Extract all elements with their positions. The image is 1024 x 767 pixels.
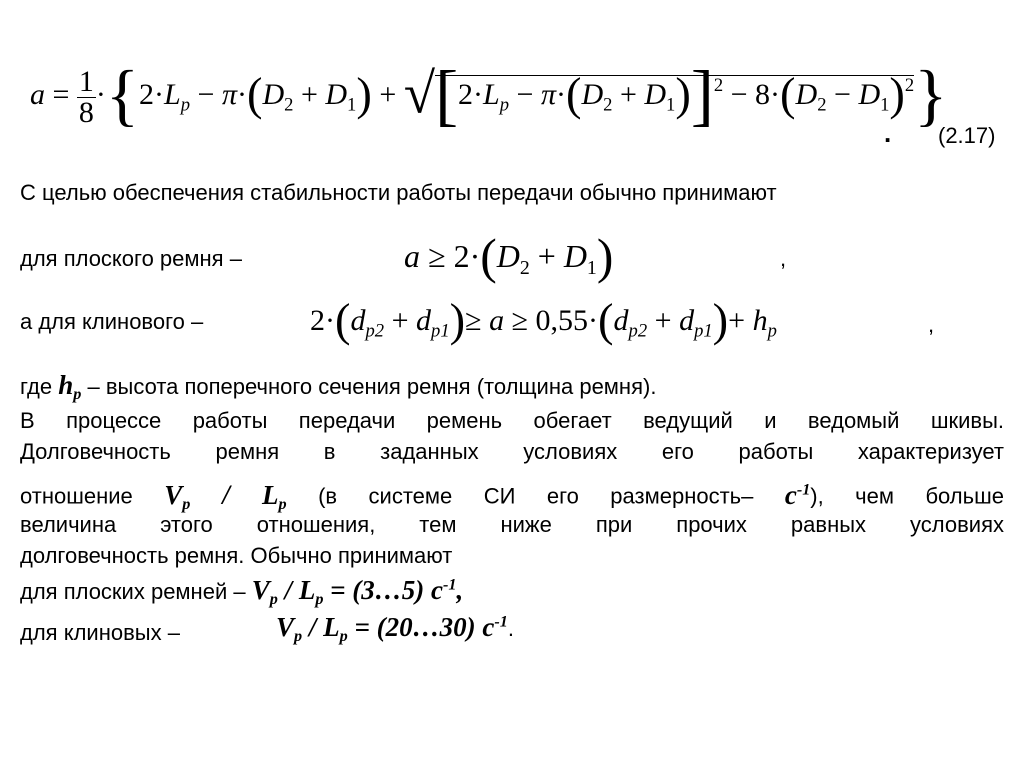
ratio-value: = (3…5) с (323, 575, 444, 605)
minus-sign: − (197, 78, 215, 112)
formula-period: . (884, 118, 892, 148)
fraction-numerator: 1 (78, 64, 94, 98)
dot-operator: · (154, 78, 165, 112)
superscript: -1 (443, 575, 457, 594)
paren-open: ( (335, 295, 351, 347)
punctuation: . (507, 616, 514, 641)
where-line (20, 370, 656, 404)
unit-c (785, 480, 810, 510)
term: 2 (458, 78, 474, 112)
pi-symbol: π (540, 78, 556, 112)
text-segment: (в системе СИ его размерность– (286, 483, 785, 509)
formula-number: (2.17) (938, 123, 996, 148)
paren-open: ( (480, 228, 497, 284)
paren-open: ( (780, 69, 796, 121)
subscript: p (294, 626, 303, 645)
v-ratio-label: для клиновых – (20, 620, 180, 645)
slash: / (302, 612, 324, 642)
para-line-2: Долговечность ремня в заданных условиях его работы характеризует (20, 439, 1004, 464)
var-L: L (483, 78, 500, 112)
subscript: p (269, 589, 278, 608)
bracket-open: [ (435, 56, 459, 133)
subscript: p (499, 94, 510, 116)
paren-close: ) (889, 69, 905, 121)
term: 8 (755, 78, 771, 112)
dot-operator: · (588, 304, 599, 337)
ge-sign: ≥ (511, 304, 529, 337)
fraction-denominator: 8 (78, 95, 94, 129)
subscript: p2 (365, 320, 385, 342)
equals-sign: = (52, 78, 70, 112)
plus-sign: + (379, 78, 397, 112)
para-line-4: величина этого отношения, тем ниже при прочих равных условиях (20, 512, 1004, 537)
fraction-one-eighth (77, 64, 96, 129)
var-h-letter: h (58, 370, 74, 400)
subscript: p (182, 494, 191, 513)
superscript: -1 (796, 480, 811, 498)
subscript: p (767, 320, 777, 342)
v-ratio-expression (276, 612, 508, 645)
paren-close: ) (596, 228, 614, 284)
term: 2 (453, 238, 470, 274)
where-rest: – высота поперечного сечения ремня (толщина ремня). (81, 374, 657, 399)
flat-belt-comma: , (780, 246, 787, 271)
dot-operator: · (770, 78, 781, 112)
minus-sign: − (834, 78, 851, 112)
dot-operator: · (469, 238, 481, 274)
paren-open: ( (598, 295, 614, 347)
paren-close: ) (356, 69, 372, 121)
v-belt-formula (310, 293, 777, 360)
sqrt-radicand (435, 56, 915, 133)
var-D: D (563, 238, 587, 274)
paren-open: ( (246, 69, 263, 121)
plus-sign: + (537, 238, 556, 274)
dot-operator: · (555, 78, 566, 112)
var-D: D (644, 78, 667, 112)
ratio-value: = (20…30) с (347, 612, 495, 642)
flat-belt-formula (404, 228, 613, 296)
subscript: p1 (694, 320, 713, 342)
superscript: 2 (904, 75, 915, 96)
var-h: h (752, 304, 768, 337)
superscript: 2 (713, 75, 724, 96)
var-L: L (298, 575, 316, 605)
subscript: p (278, 494, 287, 513)
subscript: 2 (817, 94, 827, 116)
var-D: D (581, 78, 604, 112)
punctuation: , (456, 575, 464, 605)
var-d: d (679, 304, 695, 337)
paren-open: ( (565, 69, 582, 121)
minus-sign: − (516, 78, 534, 112)
var-D: D (325, 78, 348, 112)
left-brace: { (105, 56, 140, 133)
var-d: d (416, 304, 432, 337)
var-h (58, 370, 82, 403)
var-L (262, 479, 287, 513)
var-a: a (30, 78, 45, 112)
subscript: 2 (519, 256, 530, 279)
var-d: d (613, 304, 629, 337)
subscript: 1 (880, 94, 890, 116)
subscript: 1 (586, 256, 597, 279)
var-L: L (164, 78, 181, 112)
var-L-letter: L (262, 479, 279, 510)
dot-operator: · (325, 304, 335, 337)
dot-operator: · (473, 78, 484, 112)
where-prefix: где (20, 374, 59, 399)
term: 2 (310, 304, 325, 337)
paren-close: ) (449, 295, 466, 347)
subscript: p (73, 384, 82, 403)
var-V: V (251, 575, 270, 605)
v-ratio-formula (276, 612, 514, 646)
flat-ratio-formula (251, 575, 464, 608)
subscript: p2 (628, 320, 648, 342)
sqrt-sign: √ (403, 62, 436, 126)
var-D: D (795, 78, 818, 112)
var-d: d (350, 304, 366, 337)
v-belt-comma: , (928, 312, 935, 337)
unit-c-letter: с (784, 479, 797, 510)
formula-2-17 (30, 48, 947, 144)
subscript: 1 (347, 94, 357, 116)
var-D: D (262, 78, 285, 112)
dot-operator: · (95, 78, 106, 112)
text-segment: ), чем больше (810, 483, 1004, 509)
var-D: D (496, 238, 520, 274)
var-V (164, 479, 191, 513)
minus-sign: − (730, 78, 748, 112)
paren-close: ) (712, 295, 729, 347)
term: 2 (139, 78, 155, 112)
subscript: p (315, 589, 324, 608)
para-line-5: долговечность ремня. Обычно принимают (20, 543, 453, 568)
var-L: L (323, 612, 340, 642)
flat-belt-label: для плоского ремня – (20, 246, 242, 271)
subscript: 2 (284, 94, 294, 116)
plus-sign: + (300, 78, 318, 112)
plus-sign: + (728, 304, 746, 337)
dot-operator: · (236, 78, 247, 112)
plus-sign: + (619, 78, 637, 112)
var-a: a (404, 238, 420, 274)
slash: / (190, 479, 263, 510)
pi-symbol: π (221, 78, 237, 112)
bracket-close: ] (690, 56, 714, 133)
right-brace: } (914, 56, 948, 133)
subscript: 2 (603, 94, 613, 116)
ge-sign: ≥ (428, 238, 446, 274)
plus-sign: + (654, 304, 672, 337)
plus-sign: + (391, 304, 409, 337)
var-V: V (276, 612, 295, 642)
subscript: p (339, 626, 348, 645)
subscript: p (180, 94, 191, 116)
coefficient: 0,55 (535, 304, 589, 337)
superscript: -1 (494, 612, 508, 631)
v-belt-label: а для клинового – (20, 309, 204, 334)
var-a: a (489, 304, 505, 337)
slash: / (277, 575, 299, 605)
para-line-1: В процессе работы передачи ремень обегает ведущий и ведомый шкивы. (20, 408, 1004, 433)
purpose-line: С целью обеспечения стабильности работы передачи обычно принимают (20, 180, 777, 205)
paren-close: ) (675, 69, 691, 121)
ge-sign: ≥ (465, 304, 482, 337)
subscript: p1 (431, 320, 450, 342)
flat-ratio-line (20, 575, 463, 609)
subscript: 1 (666, 94, 676, 116)
flat-ratio-label: для плоских ремней – (20, 579, 252, 604)
var-V-letter: V (164, 479, 183, 510)
text-segment: отношение (20, 483, 165, 509)
var-D: D (858, 78, 881, 112)
